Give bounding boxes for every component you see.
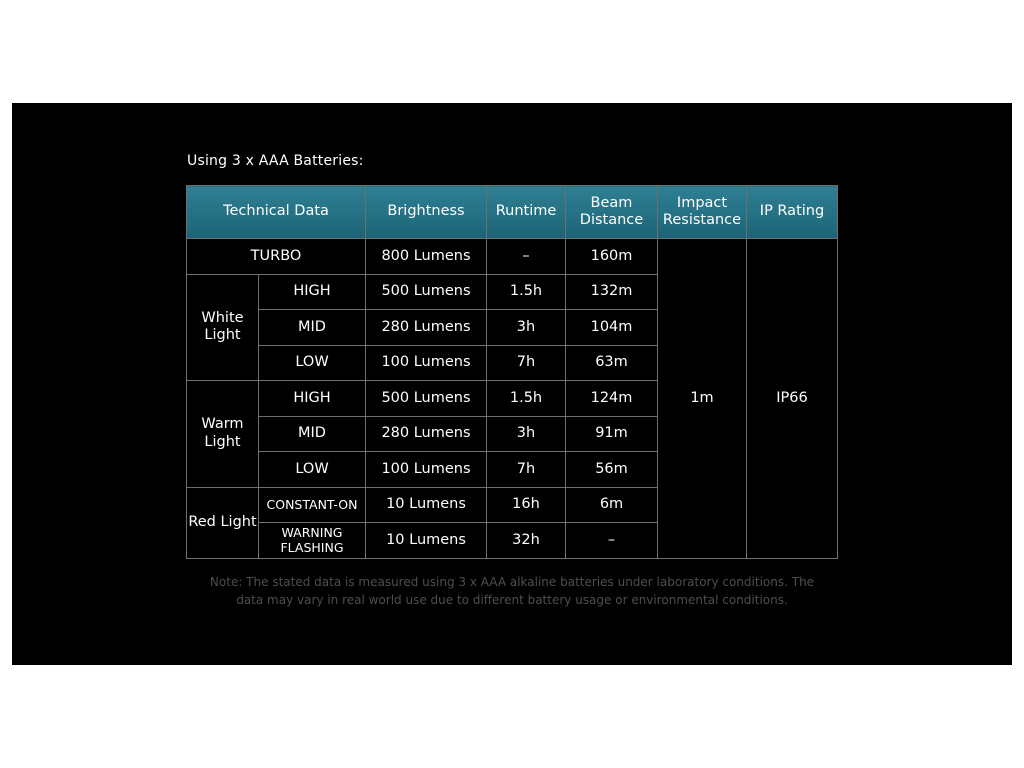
disclaimer-note: [152, 573, 872, 609]
battery-caption: Using 3 x AAA Batteries:: [187, 153, 364, 169]
mode-cell: WARNING FLASHING: [259, 523, 366, 559]
beam-distance-cell: –: [566, 523, 658, 559]
runtime-cell: 1.5h: [487, 274, 566, 310]
mode-cell: TURBO: [187, 239, 366, 275]
runtime-cell: 1.5h: [487, 381, 566, 417]
brightness-cell: 500 Lumens: [366, 274, 487, 310]
runtime-cell: 32h: [487, 523, 566, 559]
brightness-cell: 100 Lumens: [366, 345, 487, 381]
impact-resistance-value: 1m: [658, 239, 747, 559]
mode-cell: MID: [259, 310, 366, 346]
group-label-white-light: White Light: [187, 274, 259, 381]
runtime-cell: 16h: [487, 487, 566, 523]
header-brightness: Brightness: [366, 186, 487, 239]
brightness-cell: 500 Lumens: [366, 381, 487, 417]
group-label-warm-light: Warm Light: [187, 381, 259, 488]
brightness-cell: 10 Lumens: [366, 487, 487, 523]
technical-data-table: [186, 185, 838, 559]
beam-distance-cell: 63m: [566, 345, 658, 381]
spec-panel: [12, 103, 1012, 665]
mode-cell: HIGH: [259, 381, 366, 417]
table-row: [187, 239, 838, 275]
header-beam-distance: Beam Distance: [566, 186, 658, 239]
brightness-cell: 10 Lumens: [366, 523, 487, 559]
mode-cell: MID: [259, 416, 366, 452]
header-row: [187, 186, 838, 239]
ip-rating-value: IP66: [747, 239, 838, 559]
brightness-cell: 100 Lumens: [366, 452, 487, 488]
beam-distance-cell: 56m: [566, 452, 658, 488]
brightness-cell: 280 Lumens: [366, 310, 487, 346]
beam-distance-cell: 132m: [566, 274, 658, 310]
group-label-red-light: Red Light: [187, 487, 259, 558]
beam-distance-cell: 6m: [566, 487, 658, 523]
beam-distance-cell: 91m: [566, 416, 658, 452]
mode-cell: HIGH: [259, 274, 366, 310]
header-impact-resistance: Impact Resistance: [658, 186, 747, 239]
note-line: data may vary in real world use due to different battery usage or environmental conditions.: [236, 593, 788, 607]
runtime-cell: 3h: [487, 310, 566, 346]
header-ip-rating: IP Rating: [747, 186, 838, 239]
beam-distance-cell: 124m: [566, 381, 658, 417]
brightness-cell: 280 Lumens: [366, 416, 487, 452]
mode-cell: CONSTANT-ON: [259, 487, 366, 523]
note-line: Note: The stated data is measured using 3 x AAA alkaline batteries under laboratory conditions. The: [209, 575, 815, 589]
runtime-cell: 7h: [487, 345, 566, 381]
runtime-cell: –: [487, 239, 566, 275]
beam-distance-cell: 104m: [566, 310, 658, 346]
mode-cell: LOW: [259, 345, 366, 381]
brightness-cell: 800 Lumens: [366, 239, 487, 275]
runtime-cell: 7h: [487, 452, 566, 488]
beam-distance-cell: 160m: [566, 239, 658, 275]
header-runtime: Runtime: [487, 186, 566, 239]
mode-cell: LOW: [259, 452, 366, 488]
runtime-cell: 3h: [487, 416, 566, 452]
header-technical-data: Technical Data: [187, 186, 366, 239]
